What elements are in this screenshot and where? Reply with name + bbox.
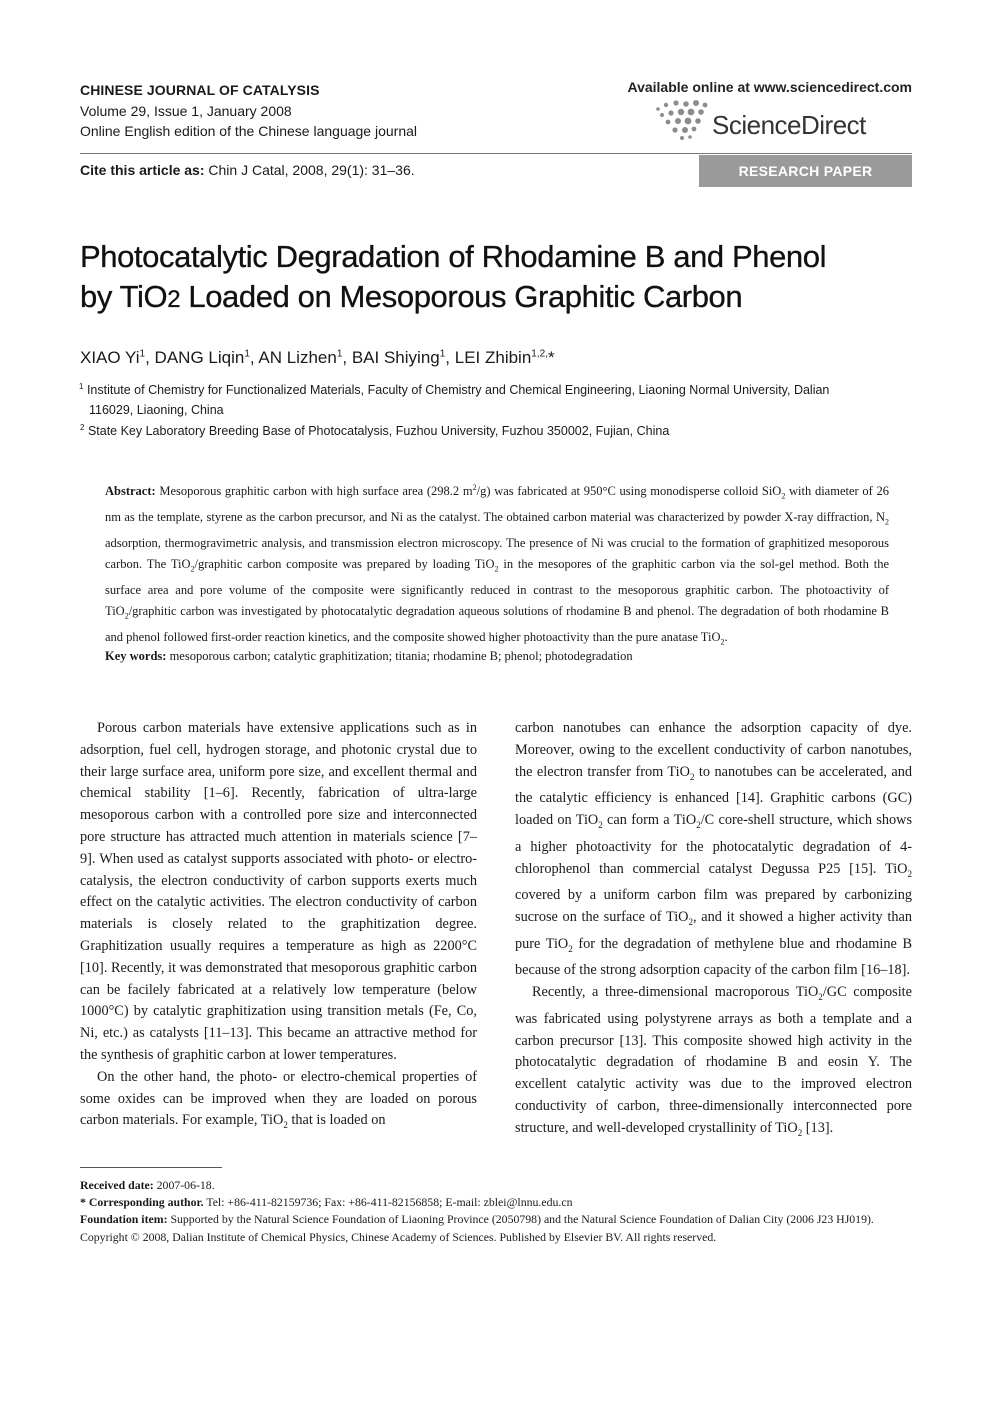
author-name: AN Lizhen <box>258 348 337 367</box>
author-separator: , <box>145 348 155 367</box>
citation-line <box>80 162 415 178</box>
keywords-label: Key words: <box>105 649 167 663</box>
journal-name: CHINESE JOURNAL OF CATALYSIS <box>80 82 320 98</box>
author-name: XIAO Yi <box>80 348 140 367</box>
author-separator: , <box>249 348 259 367</box>
body-column-left <box>80 718 477 1137</box>
abstract-text: Mesoporous graphitic carbon with high surface area (298.2 $m^2/g$) was fabricated at 950°C using monodisperse colloid SiO$_2$ with diameter of 26 nm as the template, styrene as the carbon precursor, and Ni as the catalyst. The obtained carbon material was characterized by powder X-ray diffraction, $N_2$ adsorption, thermogravimetric analysis, and transmission electron microscopy. The presence of Ni was crucial to the formation of graphitized mesoporous carbon. The TiO$_2$/graphitic carbon composite was prepared by loading TiO$_2$ in the mesopores of the graphitic carbon via the sol-gel method. Both the surface area and pore volume of the composite were significantly reduced in contrast to the mesoporous graphitic carbon. The photoactivity of TiO$_2$/graphitic carbon was investigated by photocatalytic degradation aqueous solutions of rhodamine B and phenol. The degradation of both rhodamine B and phenol followed first-order reaction kinetics, and the composite showed higher photoactivity than the pure anatase TiO$_2$. <box>105 483 890 647</box>
foundation-item: Foundation item: Supported by the Natural Science Foundation of Liaoning Province (2050798) and the Natural Science Foundation of Dalian City (2006 J23 HJ019). <box>80 1212 874 1227</box>
citation-label: Cite this article as: <box>80 162 205 178</box>
body-paragraph: Recently, a three-dimensional macroporous TiO$_2$/GC composite was fabricated using polystyrene arrays as both a template and a carbon precursor [13]. This composite showed high activity in the photocatalytic degradation of rhodamine B and eosin Y. The excellent catalytic activity was due to the improved electron conductivity of carbon, three-dimensionally interconnected pore structure, and well-developed crystallinity of TiO$_2$ [13]. <box>515 984 912 1138</box>
author-affiliation-marker: 1 <box>139 348 146 360</box>
abstract-label: Abstract: <box>105 484 156 499</box>
paper-type-badge: RESEARCH PAPER <box>699 155 912 187</box>
author-affiliation-marker: 1 <box>336 348 343 360</box>
author-name: LEI Zhibin <box>454 348 532 367</box>
volume-issue: Volume 29, Issue 1, January 2008 <box>80 103 292 119</box>
copyright: Copyright © 2008, Dalian Institute of Chemical Physics, Chinese Academy of Sciences. Published by Elsevier BV. All rights reserved. <box>80 1229 717 1244</box>
author-name: DANG Liqin <box>154 348 245 367</box>
title-line-2: by TiO2 Loaded on Mesoporous Graphitic Carbon <box>80 279 743 314</box>
footnotes <box>80 1177 912 1246</box>
body-paragraph: Porous carbon materials have extensive applications such as in adsorption, fuel cell, hydrogen storage, and photonic crystal due to their large surface area, uniform pore size, and excellent thermal and chemical stability [1–6]. Recently, fabrication of ultra-large mesoporous carbon with a controlled pore size and interconnected pore structure has attracted much attention in materials science [7–9]. When used as catalyst supports associated with photo- or electro-catalysis, the electron conductivity of carbon supports exerts much effect on the catalytic activities. The electron conductivity of carbon materials is closely related to the graphitization degree. Graphitization usually requires a temperature as high as 2200°C [10]. Recently, it was demonstrated that mesoporous graphitic carbon can be facilely fabricated at a relatively low temperature (below 1000°C) by catalytic graphitization using transition metals (Fe, Co, Ni, etc.) as catalysts [11–13]. This became an attractive method for the synthesis of graphitic carbon at lower temperatures. <box>80 720 477 1063</box>
author-affiliation-marker: 1,2, <box>531 348 548 360</box>
author-affiliation-marker: 1 <box>244 348 250 360</box>
keywords <box>105 649 633 664</box>
author-name: BAI Shiying <box>351 348 440 367</box>
author-separator: , <box>342 348 352 367</box>
author-affiliation-marker: 1 <box>439 348 446 360</box>
keywords-text: mesoporous carbon; catalytic graphitization; titania; rhodamine B; phenol; photodegradation <box>166 649 633 663</box>
received-date: Received date: 2007-06-18. <box>80 1178 215 1192</box>
title-line-1: Photocatalytic Degradation of Rhodamine B and Phenol <box>80 239 827 274</box>
author-separator: * <box>547 348 555 367</box>
abstract <box>105 478 889 653</box>
sciencedirect-logo: ScienceDirect <box>712 110 866 140</box>
body-column-right <box>515 718 912 1144</box>
author-list <box>80 348 555 368</box>
edition-note: Online English edition of the Chinese language journal <box>80 123 418 139</box>
corresponding-author: * Corresponding author. Tel: +86-411-82159736; Fax: +86-411-82156858; E-mail: zblei@lnnu.edu.cn <box>80 1195 573 1210</box>
affiliation-2: $^2$ State Key Laboratory Breeding Base of Photocatalysis, Fuzhou University, Fuzhou 350002, Fujian, China <box>80 423 670 439</box>
header-divider <box>80 153 912 154</box>
article-title <box>80 237 920 320</box>
body-paragraph: On the other hand, the photo- or electro-chemical properties of some oxides can be improved when they are loaded on porous carbon materials. For example, TiO$_2$ that is loaded on <box>80 1068 477 1131</box>
body-paragraph: carbon nanotubes can enhance the adsorption capacity of dye. Moreover, owing to the excellent conductivity of carbon nanotubes, the electron transfer from TiO$_2$ to nanotubes can be accelerated, and the catalytic efficiency is enhanced [14]. Graphitic carbons (GC) loaded on TiO$_2$ can form a TiO$_2$/C core-shell structure, which shows a higher photoactivity for the photocatalytic degradation of 4-chlorophenol than commercial catalyst Degussa P25 [15]. TiO$_2$ covered by a uniform carbon film was prepared by carbonizing sucrose on the surface of TiO$_2$, and it showed a higher activity than pure TiO$_2$ for the degradation of methylene blue and rhodamine B because of the strong adsorption capacity of the carbon film [16–18]. <box>515 720 913 979</box>
affiliation-1: $^1$ Institute of Chemistry for Functionalized Materials, Faculty of Chemistry and Chemical Engineering, Liaoning Normal University, Dalian 116029, Liaoning, China <box>79 382 830 418</box>
available-online-note: Available online at www.sciencedirect.com <box>627 79 912 95</box>
author-separator: , <box>445 348 455 367</box>
citation-text: Chin J Catal, 2008, 29(1): 31–36. <box>208 162 415 178</box>
footnote-divider <box>80 1167 222 1168</box>
